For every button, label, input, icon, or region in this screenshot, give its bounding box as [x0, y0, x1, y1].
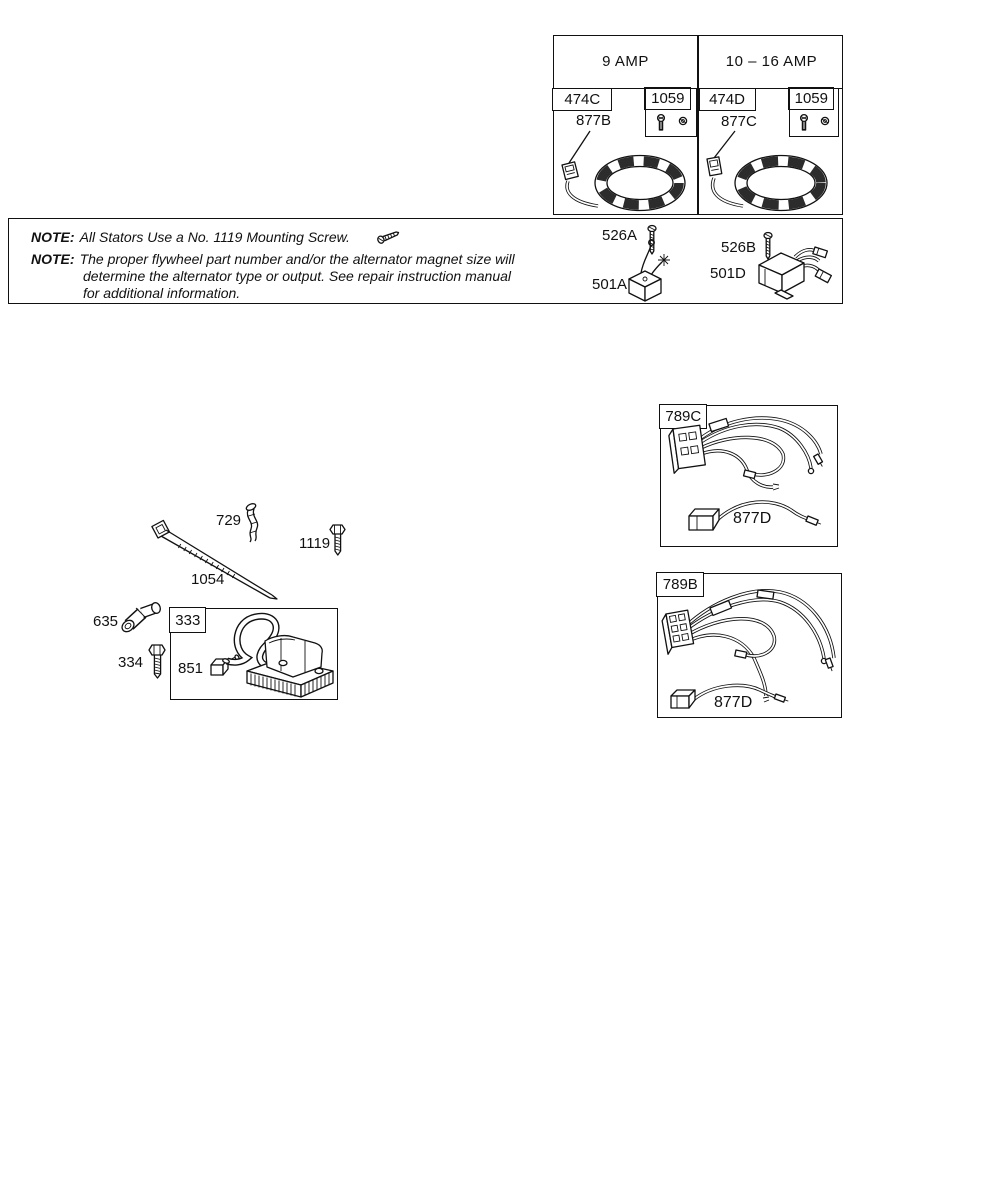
coil-box-333 — [170, 608, 338, 700]
column-header-9amp-label: 9 AMP — [602, 53, 649, 70]
wire-label-877d-b-text: 877D — [714, 694, 753, 711]
harness-box-789b — [657, 573, 842, 718]
hardware-label-1059-right — [788, 87, 834, 110]
part-label-501a — [592, 277, 627, 294]
part-label-526a-text: 526A — [602, 227, 638, 244]
wire-label-877d-b — [714, 694, 752, 712]
bolt-icon — [149, 643, 167, 681]
part-label-851-text: 851 — [178, 660, 204, 677]
part-label-729-text: 729 — [216, 512, 242, 529]
note2-prefix: NOTE: — [31, 251, 75, 267]
screw-icon — [375, 228, 401, 245]
bolt-icon — [330, 524, 346, 557]
part-label-474d — [699, 88, 756, 111]
part-label-635-text: 635 — [93, 613, 119, 630]
box-label-789b-text: 789B — [662, 576, 698, 594]
note1-prefix: NOTE: — [31, 229, 75, 245]
wire-label-877d-c — [733, 510, 771, 528]
column-header-9amp — [554, 36, 697, 87]
box-label-333-text: 333 — [175, 611, 201, 629]
nut-icon — [820, 116, 830, 126]
note-line-2 — [31, 251, 515, 267]
note-line-3 — [83, 268, 511, 284]
column-header-10-16amp-label: 10 – 16 AMP — [725, 53, 818, 70]
wire-label-877c-text: 877C — [721, 113, 757, 130]
part-label-474c — [552, 88, 612, 111]
part-label-501d — [710, 266, 746, 283]
part-label-1119 — [299, 536, 330, 553]
wire-label-877b-text: 877B — [576, 112, 612, 129]
note-line-4 — [83, 285, 240, 301]
hardware-label-1059-left-text: 1059 — [651, 89, 685, 107]
part-label-474d-text: 474D — [709, 90, 745, 108]
column-header-10-16amp — [699, 36, 844, 87]
note1-text: All Stators Use a No. 1119 Mounting Screw. — [79, 229, 350, 245]
wire-label-877d-c-text: 877D — [733, 510, 772, 527]
ignition-coil-drawing — [221, 611, 337, 699]
regulator-drawing — [745, 243, 845, 305]
stator-drawing — [699, 128, 842, 214]
part-label-501d-text: 501D — [710, 265, 746, 282]
note-line-1 — [31, 229, 350, 245]
box-label-333 — [169, 607, 206, 633]
hardware-label-1059-left — [644, 87, 691, 110]
stator-table — [553, 35, 843, 215]
nut-icon — [678, 116, 688, 126]
note2-text-2: determine the alternator type or output. See repair instruction manual — [83, 268, 512, 284]
part-label-474c-text: 474C — [564, 90, 601, 108]
part-label-1054-text: 1054 — [191, 571, 225, 588]
note-box — [8, 218, 843, 304]
cable-tie-icon — [150, 518, 280, 603]
box-label-789c-text: 789C — [665, 408, 702, 426]
part-label-1119-text: 1119 — [299, 535, 331, 552]
elbow-boot-icon — [118, 600, 164, 636]
part-label-501a-text: 501A — [592, 276, 628, 293]
harness-box-789c — [660, 405, 838, 547]
hardware-label-1059-right-text: 1059 — [794, 89, 828, 107]
diode-drawing — [621, 237, 681, 303]
stator-drawing — [556, 128, 696, 214]
note2-text-3: for additional information. — [83, 285, 241, 301]
part-label-526b-text: 526B — [721, 239, 757, 256]
note2-text-1: The proper flywheel part number and/or the alternator magnet size will — [79, 251, 515, 267]
part-label-334 — [118, 655, 143, 672]
part-label-635 — [93, 614, 118, 631]
part-label-851 — [178, 661, 203, 678]
part-label-334-text: 334 — [118, 654, 144, 671]
